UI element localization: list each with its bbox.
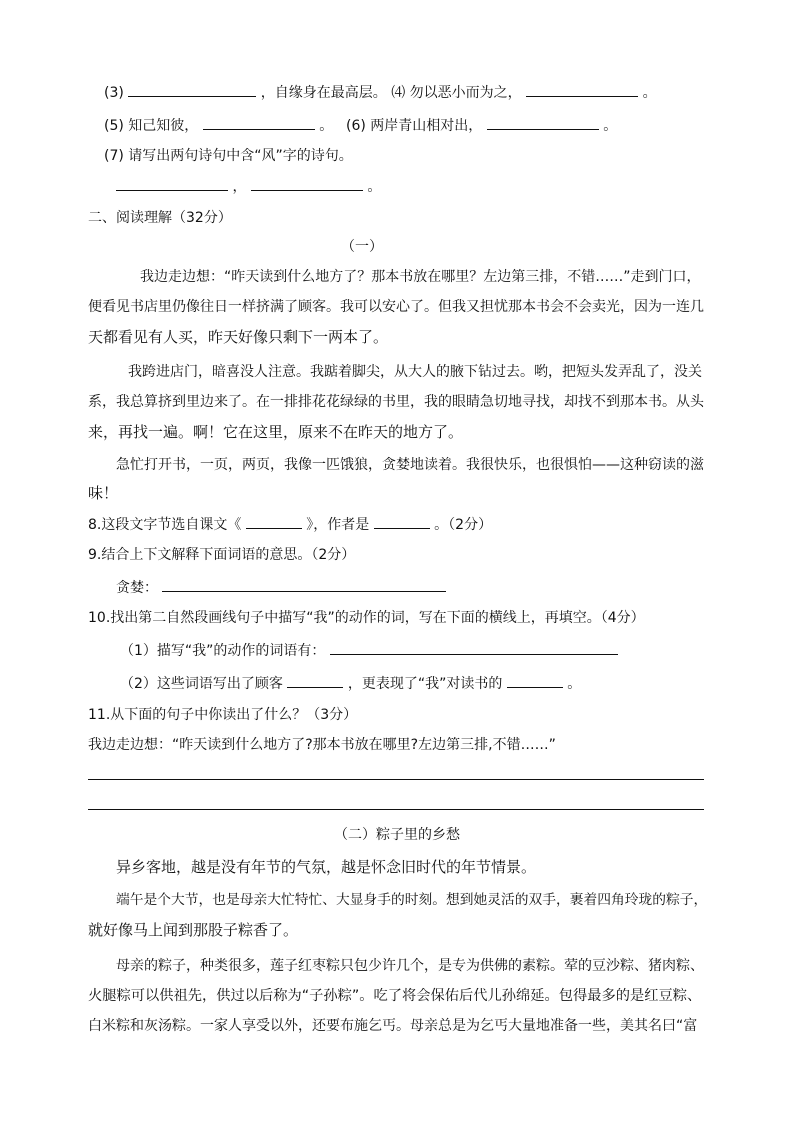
answer-blank-4[interactable] bbox=[526, 82, 638, 97]
passage-1-line: 天都看见有人买，昨天好像只剩下一两本了。 bbox=[88, 328, 389, 346]
question-7-line bbox=[104, 146, 353, 166]
question-6-line bbox=[346, 115, 617, 136]
question-7-end: 。 bbox=[367, 179, 382, 195]
question-6-number: (6) bbox=[346, 118, 366, 134]
answer-blank-7b[interactable] bbox=[251, 176, 363, 191]
question-5-text: 知己知彼， bbox=[128, 118, 199, 134]
question-4-end: 。 bbox=[642, 85, 657, 101]
answer-blank-10-2a[interactable] bbox=[287, 673, 343, 688]
question-7-number: (7) bbox=[104, 148, 124, 164]
question-9-answer bbox=[116, 577, 446, 598]
question-8-text-author: 》，作者是 bbox=[306, 517, 370, 533]
answer-blank-6[interactable] bbox=[487, 115, 599, 130]
answer-blank-10-2b[interactable] bbox=[507, 673, 563, 688]
passage-2-line: 白米粽和灰汤粽。一家人享受以外，还要布施乞丐。母亲总是为乞丐大量地准备一些，美其名曰“富 bbox=[88, 1018, 698, 1034]
question-7-text: 请写出两句诗句中含“风”字的诗句。 bbox=[128, 148, 353, 164]
question-7-separator: ， bbox=[232, 179, 247, 195]
question-8-text: 8.这段文字节选自课文《 bbox=[88, 517, 242, 533]
question-9: 9.结合上下文解释下面词语的意思。（2分） bbox=[88, 547, 356, 563]
question-11: 11.从下面的句子中你读出了什么？（3分） bbox=[88, 707, 358, 723]
answer-line[interactable] bbox=[88, 809, 704, 810]
passage-1-line: 我跨进店门，暗喜没人注意。我踮着脚尖，从大人的腋下钻过去。哟，把短头发弄乱了，没关 bbox=[128, 364, 702, 380]
question-11-quote: 我边走边想：“昨天读到什么地方了?那本书放在哪里?左边第三排,不错……” bbox=[88, 737, 556, 753]
passage-2-line: 母亲的粽子，种类很多，莲子红枣粽只包少许几个，是专为供佛的素粽。荤的豆沙粽、猪肉粽、 bbox=[116, 958, 704, 974]
section-heading: 二、阅读理解（32分） bbox=[88, 210, 232, 226]
question-8-score: 。（2分） bbox=[434, 517, 493, 533]
passage-2-line: 就好像马上闻到那股子粽香了。 bbox=[88, 921, 299, 939]
question-6-end: 。 bbox=[603, 118, 618, 134]
question-3-text: ，自缘身在最高层。 bbox=[260, 85, 387, 101]
passage-1-line: 便看见书店里仍像往日一样挤满了顾客。我可以安心了。但我又担忧那本书会不会卖光，因为一连几 bbox=[88, 299, 704, 315]
question-10-sub-2-text-b: ，更表现了“我”对读书的 bbox=[347, 676, 503, 692]
answer-line[interactable] bbox=[88, 779, 704, 780]
answer-blank-3[interactable] bbox=[128, 82, 256, 97]
question-10-sub-2-end: 。 bbox=[567, 676, 582, 692]
question-5-end: 。 bbox=[319, 118, 334, 134]
question-10-sub-1-text: （1）描写“我”的动作的词语有： bbox=[120, 643, 326, 659]
question-9-word: 贪婪： bbox=[116, 580, 158, 596]
passage-2-line: 端午是个大节，也是母亲大忙特忙、大显身手的时刻。想到她灵活的双手，裹着四角玲珑的粽子， bbox=[116, 892, 708, 908]
question-3-number: (3) bbox=[104, 85, 124, 101]
answer-blank-8-author[interactable] bbox=[374, 514, 430, 529]
answer-blank-5[interactable] bbox=[203, 115, 315, 130]
question-3-4-line bbox=[104, 82, 657, 103]
passage-2-line: 异乡客地，越是没有年节的气氛，越是怀念旧时代的年节情景。 bbox=[116, 858, 537, 876]
passage-2-line: 火腿粽可以供祖先，供过以后称为“子孙粽”。吃了将会保佑后代儿孙绵延。包得最多的是红豆粽、 bbox=[88, 988, 702, 1004]
passage-1-line: 我边走边想：“昨天读到什么地方了？那本书放在哪里？左边第三排，不错……”走到门口， bbox=[140, 269, 701, 285]
question-10-sub-1 bbox=[120, 640, 618, 661]
answer-blank-7a[interactable] bbox=[116, 176, 228, 191]
question-5-number: (5) bbox=[104, 118, 124, 134]
answer-blank-10-1[interactable] bbox=[330, 640, 618, 655]
question-10-sub-2 bbox=[120, 673, 581, 694]
answer-blank-8-title[interactable] bbox=[246, 514, 302, 529]
question-10-sub-2-text: （2）这些词语写出了顾客 bbox=[120, 676, 283, 692]
passage-2-title: （二）粽子里的乡愁 bbox=[334, 827, 460, 843]
passage-1-line: 来，再找一遍。啊！它在这里，原来不在昨天的地方了。 bbox=[88, 423, 464, 441]
passage-1-line: 系，我总算挤到里边来了。在一排排花花绿绿的书里，我的眼睛急切地寻找，却找不到那本书。从头 bbox=[88, 394, 704, 410]
passage-1-line: 味！ bbox=[88, 484, 119, 502]
question-5-line bbox=[104, 115, 333, 136]
question-7-answer-line bbox=[116, 176, 381, 197]
question-10: 10.找出第二自然段画线句子中描写“我”的动作的词，写在下面的横线上，再填空。（4分） bbox=[88, 610, 645, 626]
question-4-number: ⑷ bbox=[391, 85, 406, 101]
passage-1-line: 急忙打开书，一页，两页，我像一匹饿狼，贪婪地读着。我很快乐，也很惧怕——这种窃读的滋 bbox=[116, 457, 704, 473]
passage-1-title: （一） bbox=[341, 239, 383, 255]
answer-blank-9[interactable] bbox=[162, 577, 446, 592]
question-4-text: 勿以恶小而为之， bbox=[409, 85, 522, 101]
question-8 bbox=[88, 514, 492, 535]
question-6-text: 两岸青山相对出， bbox=[370, 118, 483, 134]
